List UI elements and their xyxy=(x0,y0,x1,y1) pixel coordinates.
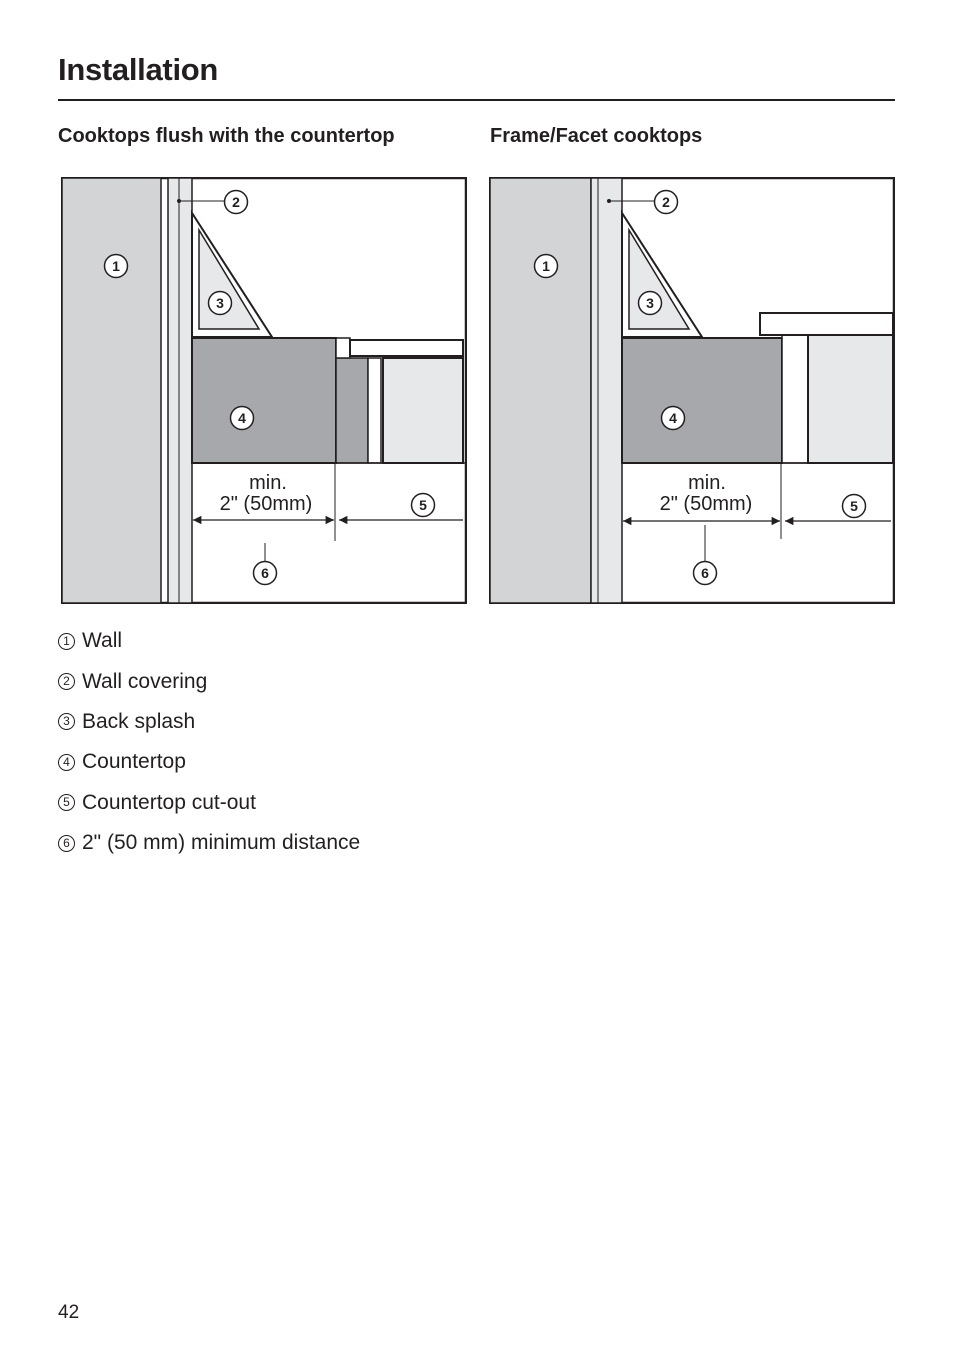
title-divider xyxy=(58,99,895,101)
callout-5 xyxy=(843,495,866,518)
legend-label: Wall covering xyxy=(82,669,208,693)
svg-text:2: 2 xyxy=(232,194,240,210)
callout-1 xyxy=(105,255,128,278)
legend-number-badge: 4 xyxy=(58,754,75,771)
cooktop-frame-shape xyxy=(760,313,893,335)
legend-label: 2" (50 mm) minimum distance xyxy=(82,831,361,855)
callout-6 xyxy=(254,562,277,585)
diagram-flush-cooktop xyxy=(61,177,467,604)
svg-text:3: 3 xyxy=(216,295,224,311)
section-heading-frame-facet: Frame/Facet cooktops xyxy=(490,125,703,147)
svg-text:1: 1 xyxy=(542,258,550,274)
section-heading-flush: Cooktops flush with the countertop xyxy=(58,125,395,147)
svg-text:4: 4 xyxy=(238,410,246,426)
dimension-label-min: min. xyxy=(249,472,287,494)
callout-4 xyxy=(662,407,685,430)
callout-2 xyxy=(655,191,678,214)
svg-text:5: 5 xyxy=(419,497,427,513)
legend-item xyxy=(58,783,360,823)
legend-item xyxy=(58,742,360,782)
countertop-shape xyxy=(622,338,782,463)
svg-text:4: 4 xyxy=(669,410,677,426)
svg-text:2: 2 xyxy=(662,194,670,210)
legend-label: Wall xyxy=(82,629,123,653)
legend-number-badge: 1 xyxy=(58,633,75,650)
svg-text:3: 3 xyxy=(646,295,654,311)
svg-text:6: 6 xyxy=(701,565,709,581)
legend-item xyxy=(58,702,360,742)
dimension-label-value: 2" (50mm) xyxy=(219,493,313,515)
countertop-shape xyxy=(192,338,336,463)
diagram-frame-facet-cooktop xyxy=(489,177,895,604)
svg-text:5: 5 xyxy=(850,498,858,514)
cooktop-body-shape xyxy=(383,358,463,463)
legend-label: Countertop cut-out xyxy=(82,790,256,814)
callout-2 xyxy=(225,191,248,214)
wall-covering-shape xyxy=(168,178,192,603)
legend-number-badge: 6 xyxy=(58,835,75,852)
callout-4 xyxy=(231,407,254,430)
legend-label: Back splash xyxy=(82,709,196,733)
cooktop-body-shape xyxy=(808,335,893,463)
legend-item xyxy=(58,621,360,661)
legend-item xyxy=(58,661,360,701)
callout-1 xyxy=(535,255,558,278)
dimension-label-min: min. xyxy=(688,472,726,494)
legend-number-badge: 3 xyxy=(58,713,75,730)
callout-5 xyxy=(412,494,435,517)
wall-shape xyxy=(490,178,591,603)
dimension-label-value: 2" (50mm) xyxy=(659,493,753,515)
callout-3 xyxy=(209,292,232,315)
legend-number-badge: 2 xyxy=(58,673,75,690)
wall-shape xyxy=(62,178,161,603)
svg-text:1: 1 xyxy=(112,258,120,274)
legend-list xyxy=(58,621,360,863)
legend-item xyxy=(58,823,360,863)
legend-number-badge: 5 xyxy=(58,794,75,811)
page-title: Installation xyxy=(58,52,219,87)
cooktop-top-shape xyxy=(350,340,463,356)
svg-text:6: 6 xyxy=(261,565,269,581)
page-number: 42 xyxy=(58,1302,80,1323)
callout-6 xyxy=(694,562,717,585)
legend-label: Countertop xyxy=(82,750,186,774)
wall-covering-shape xyxy=(591,178,622,603)
callout-3 xyxy=(639,292,662,315)
